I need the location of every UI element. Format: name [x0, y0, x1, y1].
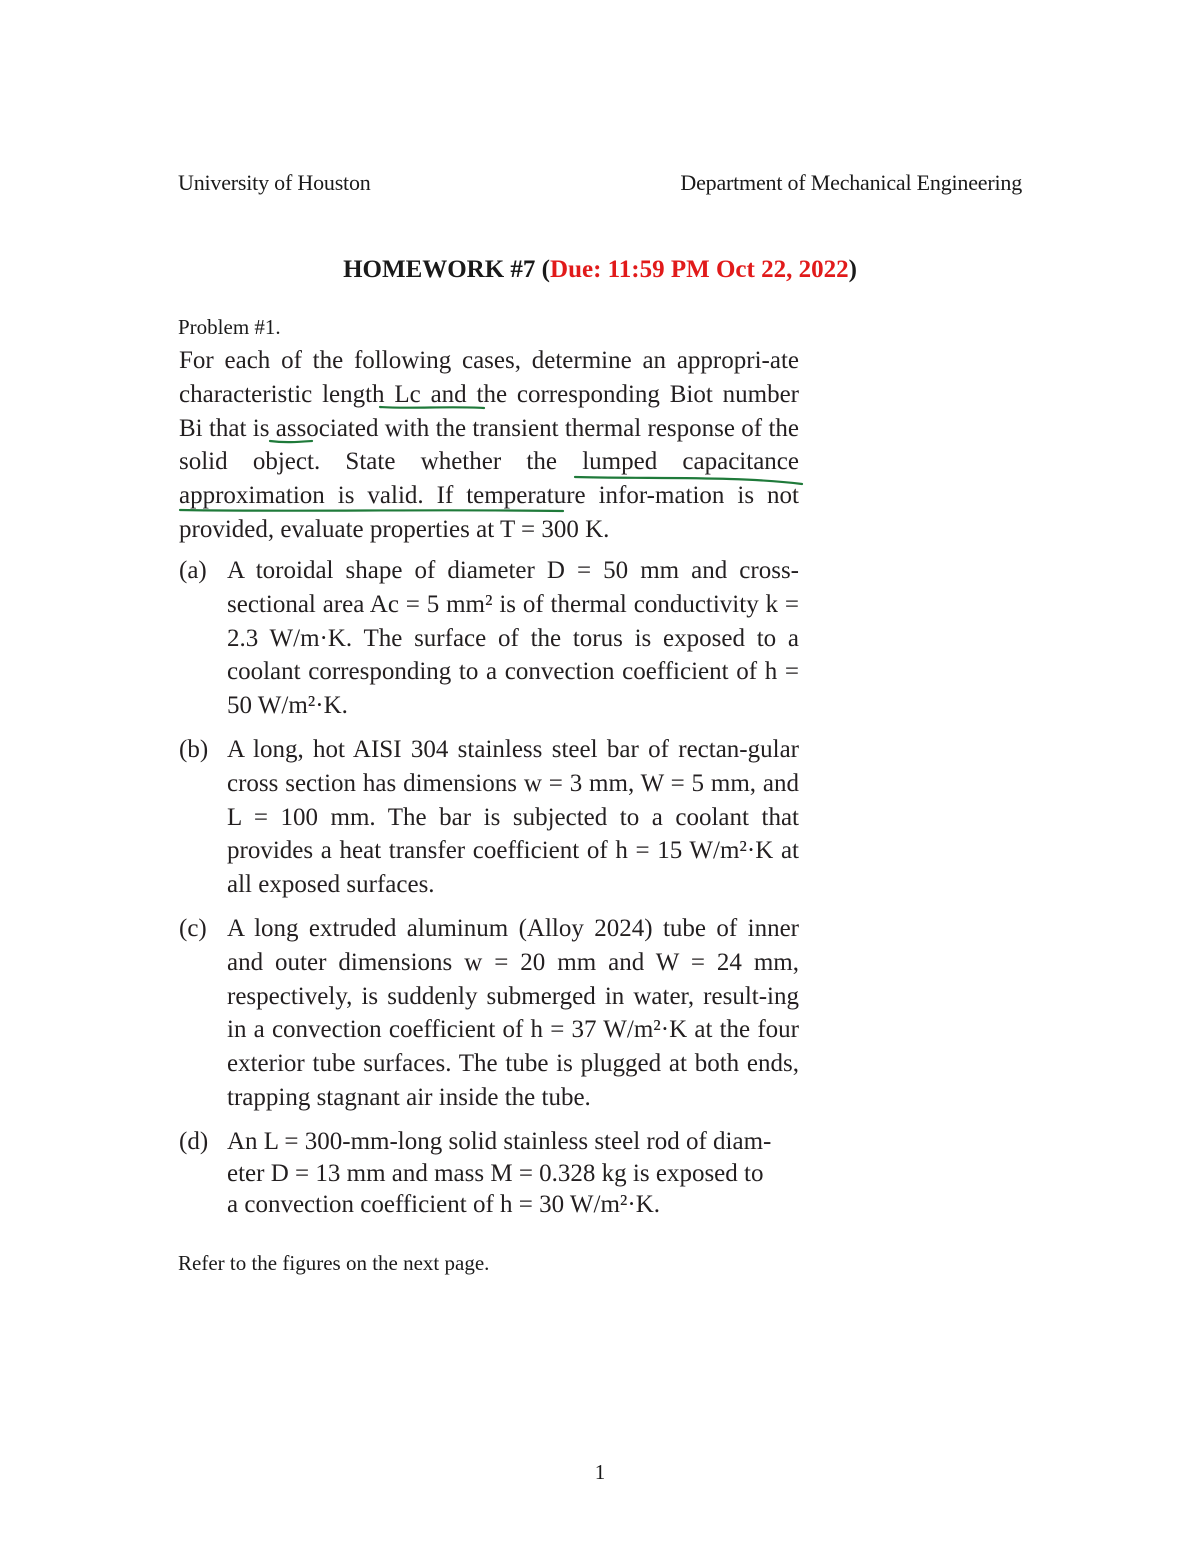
- page-number: 1: [594, 1460, 606, 1484]
- part-d-label: (d): [179, 1128, 209, 1155]
- header-university: University of Houston: [178, 170, 371, 195]
- header-department: Department of Mechanical Engineering: [680, 170, 1022, 195]
- part-c-text: A long extruded aluminum (Alloy 2024) tube of inner and outer dimensions w = 20 mm and W = 24 mm, respectively, is suddenly submerged in water, result-ing in a convection coefficient of h = 37 W/m²·K at the four exterior tube surfaces. The tube is plugged at both ends, trapping stagnant air inside the tube.: [227, 915, 799, 1111]
- title-main: HOMEWORK #7 (: [343, 256, 551, 283]
- part-b-label: (b): [179, 736, 209, 763]
- part-c: [179, 912, 799, 1115]
- part-b: [179, 733, 799, 902]
- problem-label: Problem #1.: [178, 315, 281, 339]
- part-b-text: A long, hot AISI 304 stainless steel bar of rectan-gular cross section has dimensions w = 3 mm, W = 5 mm, and L = 100 mm. The bar is subjected to a coolant that provides a heat transfer coefficient of h = 15 W/m²·K at all exposed surfaces.: [227, 736, 799, 899]
- title-close: ): [848, 256, 857, 283]
- part-d-text: An L = 300-mm-long solid stainless steel rod of diam-eter D = 13 mm and mass M = 0.328 kg is exposed to a convection coefficient of h = 30 W/m²·K.: [227, 1128, 772, 1218]
- part-a: [179, 554, 799, 723]
- part-c-label: (c): [179, 915, 207, 942]
- part-d: [179, 1126, 799, 1221]
- part-a-label: (a): [179, 557, 207, 584]
- homework-title: [0, 256, 1200, 284]
- due-date: Due: 11:59 PM Oct 22, 2022: [550, 256, 849, 283]
- problem-intro: For each of the following cases, determine an appropri-ate characteristic length Lc and the corresponding Biot number Bi that is associated with the transient thermal response of the solid object. State whether the lumped capacitance approximation is valid. If temperature infor-mation is not provided, evaluate properties at T = 300 K.: [179, 347, 799, 543]
- footer-note: Refer to the figures on the next page.: [178, 1251, 490, 1275]
- part-a-text: A toroidal shape of diameter D = 50 mm and cross-sectional area Ac = 5 mm² is of thermal conductivity k = 2.3 W/m·K. The surface of the torus is exposed to a coolant corresponding to a convection coefficient of h = 50 W/m²·K.: [227, 557, 799, 720]
